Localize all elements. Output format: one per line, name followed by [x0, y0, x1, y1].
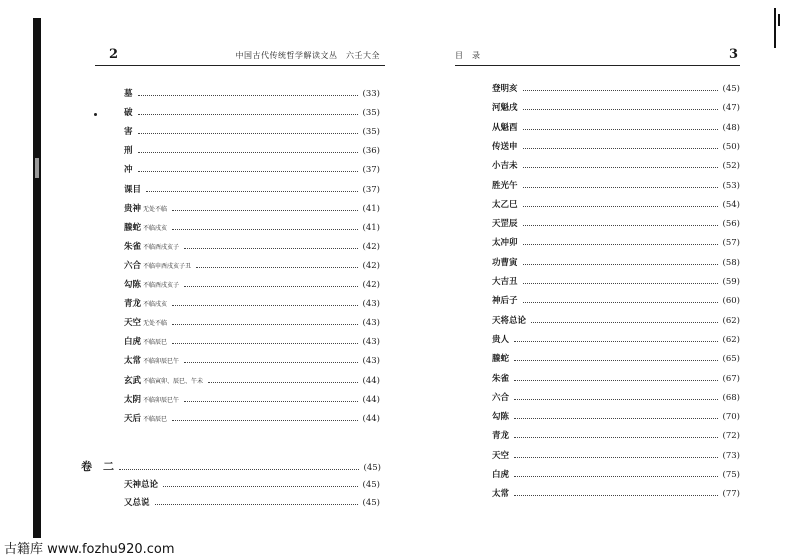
entry-note: 无处不临 — [143, 320, 168, 328]
toc-entry[interactable] — [124, 355, 380, 367]
entry-note: 不临卯辰巳午 — [143, 396, 180, 404]
entry-title: 朱雀 — [492, 373, 510, 384]
toc-entry[interactable] — [492, 295, 740, 307]
entry-title: 胜光午 — [492, 180, 518, 191]
dot-leader — [514, 373, 718, 381]
toc-entry[interactable] — [492, 141, 740, 153]
entry-note: 不临酉戌亥子 — [143, 243, 180, 251]
dot-leader — [172, 317, 358, 325]
dot-leader — [138, 126, 358, 134]
dot-leader — [514, 353, 718, 361]
toc-entry[interactable] — [492, 122, 740, 134]
dot-leader — [523, 102, 718, 110]
entry-title: 勾陈 — [492, 412, 510, 423]
toc-entry[interactable] — [492, 430, 740, 442]
entry-title: 天将总论 — [492, 315, 527, 326]
entry-note: 不临戌亥 — [143, 301, 168, 309]
entry-page-number: (35) — [362, 127, 380, 138]
entry-title: 河魁戌 — [492, 103, 518, 114]
toc-entry[interactable] — [492, 392, 740, 404]
volume-label: 卷 二 — [81, 460, 114, 473]
dot-leader — [119, 462, 359, 470]
entry-title: 神后子 — [492, 296, 518, 307]
entry-note: 不临辰巳 — [143, 415, 168, 423]
scan-edge-mark — [774, 8, 776, 48]
dot-leader — [514, 469, 718, 477]
entry-page-number: (65) — [722, 354, 740, 365]
entry-title: 螣蛇 不临戌亥 — [124, 222, 168, 233]
dot-leader — [514, 450, 718, 458]
toc-entry[interactable] — [492, 315, 740, 327]
entry-page-number: (68) — [722, 392, 740, 403]
toc-entry[interactable] — [492, 199, 740, 211]
dot-leader — [184, 279, 358, 287]
entry-title: 白虎 不临辰巳 — [124, 337, 168, 348]
entry-title: 天空 无处不临 — [124, 318, 168, 329]
entry-title: 登明亥 — [492, 84, 518, 94]
toc-entry[interactable] — [492, 334, 740, 346]
dot-leader — [523, 237, 718, 245]
toc-entry[interactable] — [124, 317, 380, 329]
entry-title: 天神总论 — [124, 480, 159, 490]
entry-page-number: (45) — [362, 498, 380, 508]
dot-leader — [172, 222, 358, 230]
entry-title: 太阴 不临卯辰巳午 — [124, 394, 180, 405]
toc-entry[interactable] — [124, 107, 380, 119]
dot-leader — [514, 488, 718, 496]
toc-entry[interactable] — [124, 279, 380, 291]
volume-heading — [81, 458, 381, 474]
entry-page-number: (44) — [362, 394, 380, 405]
entry-page-number: (33) — [362, 89, 380, 99]
entry-page-number: (73) — [722, 450, 740, 461]
toc-entry[interactable] — [492, 218, 740, 230]
left-page-header — [95, 47, 385, 66]
toc-entry[interactable] — [124, 336, 380, 348]
toc-entry[interactable] — [124, 184, 380, 196]
toc-entry[interactable] — [492, 411, 740, 423]
entry-page-number: (58) — [722, 257, 740, 268]
toc-entry[interactable] — [492, 488, 740, 500]
entry-title: 太冲卯 — [492, 238, 518, 249]
page-number: 2 — [109, 47, 119, 62]
toc-entry[interactable] — [492, 257, 740, 269]
entry-title: 太乙巳 — [492, 199, 518, 210]
dot-leader — [523, 160, 718, 168]
entry-page-number: (62) — [722, 315, 740, 326]
toc-entry[interactable] — [124, 203, 380, 215]
toc-entry[interactable] — [124, 375, 380, 387]
entry-title: 六合 — [492, 392, 510, 403]
entry-title: 玄武 不临寅卯、辰巳、午未 — [124, 375, 204, 386]
entry-page-number: (47) — [722, 103, 740, 114]
entry-title: 害 — [124, 127, 133, 138]
dot-leader — [514, 411, 718, 419]
dot-leader — [514, 334, 718, 342]
toc-entry[interactable] — [492, 160, 740, 172]
entry-title: 天罡辰 — [492, 219, 518, 230]
entry-note: 不临戌亥 — [143, 224, 168, 232]
entry-page-number: (35) — [362, 108, 380, 119]
dot-leader — [514, 430, 718, 438]
dot-leader — [138, 145, 358, 153]
entry-page-number: (77) — [722, 489, 740, 500]
entry-title: 传送申 — [492, 141, 518, 152]
dot-leader — [523, 122, 718, 130]
dot-leader — [184, 355, 358, 363]
entry-title: 贵人 — [492, 334, 510, 345]
toc-entry[interactable] — [492, 353, 740, 365]
dot-leader — [172, 203, 358, 211]
dot-leader — [138, 164, 358, 172]
dot-leader — [172, 298, 358, 306]
entry-page-number: (43) — [362, 299, 380, 310]
entry-title: 从魁酉 — [492, 122, 518, 133]
entry-page-number: (52) — [722, 161, 740, 172]
entry-page-number: (67) — [722, 373, 740, 384]
dot-leader — [523, 199, 718, 207]
entry-title: 勾陈 不临酉戌亥子 — [124, 280, 180, 290]
toc-entry[interactable] — [124, 88, 380, 100]
entry-title: 破 — [124, 108, 133, 119]
dot-leader — [163, 479, 358, 487]
toc-entry[interactable] — [124, 260, 380, 272]
entry-page-number: (42) — [362, 280, 380, 290]
entry-page-number: (72) — [722, 431, 740, 442]
entry-page-number: (56) — [722, 219, 740, 230]
entry-title: 课目 — [124, 184, 142, 195]
toc-entry[interactable] — [492, 83, 740, 95]
entry-page-number: (43) — [362, 356, 380, 367]
entry-page-number: (48) — [722, 122, 740, 133]
dot-leader — [196, 260, 358, 268]
toc-entry[interactable] — [492, 450, 740, 462]
toc-entry[interactable] — [124, 222, 380, 234]
entry-note: 不临卯辰巳午 — [143, 358, 180, 366]
entry-page-number: (37) — [362, 184, 380, 195]
entry-page-number: (42) — [362, 241, 380, 252]
dot-leader — [523, 295, 718, 303]
dot-leader — [138, 88, 358, 96]
entry-title: 白虎 — [492, 470, 510, 480]
entry-title: 太常 — [492, 489, 510, 500]
dot-leader — [514, 392, 718, 400]
entry-note: 无处不临 — [143, 205, 168, 213]
entry-title: 刑 — [124, 146, 133, 157]
running-title: 目 录 — [455, 51, 481, 60]
entry-page-number: (75) — [722, 470, 740, 480]
entry-title: 功曹寅 — [492, 257, 518, 268]
entry-title: 六合 不临申酉戌亥子丑 — [124, 260, 192, 271]
toc-entry[interactable] — [492, 102, 740, 114]
entry-title: 天空 — [492, 450, 510, 461]
toc-entry[interactable] — [124, 413, 380, 425]
dot-leader — [523, 141, 718, 149]
entry-page-number: (44) — [362, 413, 380, 424]
dot-leader — [523, 218, 718, 226]
entry-title: 小吉未 — [492, 161, 518, 172]
scan-edge-mark — [778, 14, 780, 26]
toc-entry[interactable] — [124, 145, 380, 157]
dot-leader — [531, 315, 718, 323]
dot-leader — [138, 107, 358, 115]
toc-entry[interactable] — [124, 241, 380, 253]
toc-entry[interactable] — [124, 298, 380, 310]
entry-note: 不临寅卯、辰巳、午未 — [143, 377, 204, 385]
entry-page-number: (54) — [722, 199, 740, 210]
entry-page-number: (36) — [362, 146, 380, 157]
toc-entry[interactable] — [492, 373, 740, 385]
entry-page-number: (62) — [722, 334, 740, 345]
toc-entry[interactable] — [492, 276, 740, 288]
dot-leader — [155, 497, 358, 505]
right-page-header — [455, 47, 740, 66]
entry-title: 贵神 无处不临 — [124, 203, 168, 214]
dot-leader — [523, 257, 718, 265]
entry-page-number: (41) — [362, 222, 380, 233]
dot-leader — [208, 375, 358, 383]
toc-entry[interactable] — [124, 479, 380, 491]
entry-page-number: (43) — [362, 337, 380, 348]
toc-entry[interactable] — [124, 126, 380, 138]
entry-title: 又总说 — [124, 498, 150, 508]
toc-entry[interactable] — [492, 237, 740, 249]
toc-entry[interactable] — [124, 497, 380, 509]
running-title: 中国古代传统哲学解读文丛 六壬大全 — [235, 51, 380, 60]
entry-title: 大吉丑 — [492, 277, 518, 287]
entry-note: 不临酉戌亥子 — [143, 282, 180, 289]
entry-title: 螣蛇 — [492, 354, 510, 365]
entry-page-number: (53) — [722, 180, 740, 191]
entry-page-number: (44) — [362, 375, 380, 386]
entry-page-number: (70) — [722, 412, 740, 423]
dot-leader — [184, 241, 358, 249]
dot-leader — [146, 184, 358, 192]
spine-mark — [35, 158, 39, 178]
dot-leader — [172, 413, 358, 421]
entry-page-number: (37) — [362, 165, 380, 176]
left-page — [81, 0, 385, 540]
dot-leader — [523, 180, 718, 188]
entry-title: 天后 不临辰巳 — [124, 413, 168, 424]
entry-page-number: (57) — [722, 238, 740, 249]
toc-entry[interactable] — [492, 180, 740, 192]
entry-page-number: (42) — [362, 260, 380, 271]
watermark: 古籍库 www.fozhu920.com — [4, 542, 175, 557]
toc-entry[interactable] — [492, 469, 740, 481]
entry-page-number: (43) — [362, 318, 380, 329]
dot-leader — [184, 394, 358, 402]
toc-entry[interactable] — [124, 394, 380, 406]
entry-title: 太常 不临卯辰巳午 — [124, 356, 180, 367]
entry-title: 青龙 不临戌亥 — [124, 299, 168, 310]
toc-entry[interactable] — [124, 164, 380, 176]
entry-title: 墓 — [124, 89, 133, 99]
entry-title: 朱雀 不临酉戌亥子 — [124, 241, 180, 252]
entry-page-number: (45) — [722, 84, 740, 94]
entry-page-number: (50) — [722, 141, 740, 152]
entry-page-number: (45) — [363, 463, 381, 473]
entry-note: 不临申酉戌亥子丑 — [143, 262, 192, 270]
entry-page-number: (59) — [722, 277, 740, 287]
entry-title: 冲 — [124, 165, 133, 176]
page-number: 3 — [728, 47, 738, 62]
entry-page-number: (45) — [362, 480, 380, 490]
entry-title: 青龙 — [492, 431, 510, 442]
entry-page-number: (41) — [362, 203, 380, 214]
book-spine — [33, 18, 41, 538]
dot-leader — [172, 336, 358, 344]
entry-page-number: (60) — [722, 296, 740, 307]
entry-note: 不临辰巳 — [143, 339, 168, 347]
dot-leader — [523, 83, 718, 91]
dot-leader — [523, 276, 718, 284]
right-page — [455, 0, 740, 540]
